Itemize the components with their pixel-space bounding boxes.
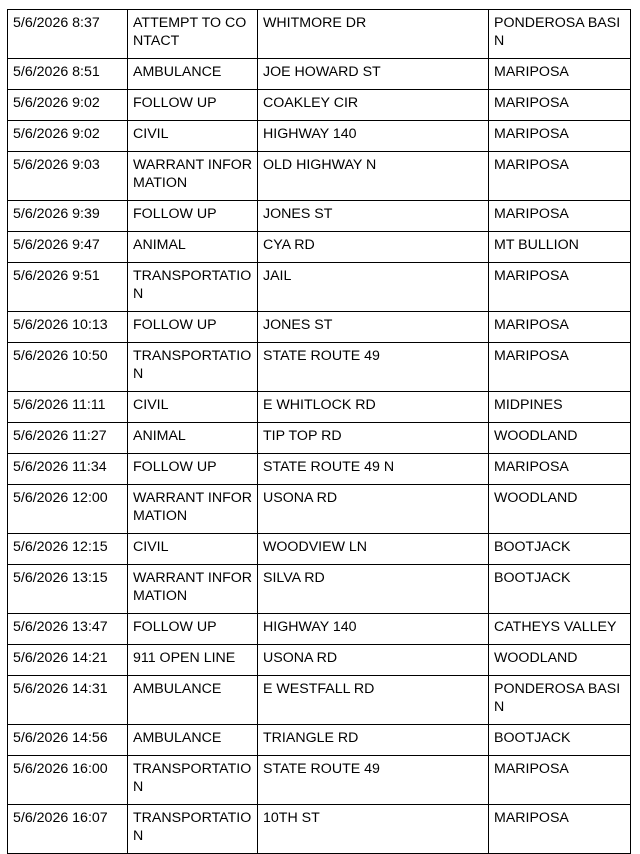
area-cell: MARIPOSA bbox=[489, 805, 631, 854]
table-row bbox=[8, 485, 631, 534]
table-row bbox=[8, 263, 631, 312]
datetime-cell: 5/6/2026 12:15 bbox=[8, 534, 128, 565]
location-cell: E WESTFALL RD bbox=[258, 676, 489, 725]
area-cell: CATHEYS VALLEY bbox=[489, 614, 631, 645]
call-type-cell: FOLLOW UP bbox=[128, 312, 258, 343]
datetime-cell: 5/6/2026 9:47 bbox=[8, 232, 128, 263]
location-cell: JONES ST bbox=[258, 201, 489, 232]
location-cell: CYA RD bbox=[258, 232, 489, 263]
area-cell: MARIPOSA bbox=[489, 121, 631, 152]
table-row bbox=[8, 90, 631, 121]
area-cell: MARIPOSA bbox=[489, 756, 631, 805]
area-cell: BOOTJACK bbox=[489, 725, 631, 756]
location-cell: JONES ST bbox=[258, 312, 489, 343]
area-cell: MARIPOSA bbox=[489, 263, 631, 312]
datetime-cell: 5/6/2026 12:00 bbox=[8, 485, 128, 534]
datetime-cell: 5/6/2026 14:31 bbox=[8, 676, 128, 725]
table-row bbox=[8, 423, 631, 454]
area-cell: MARIPOSA bbox=[489, 343, 631, 392]
location-cell: 10TH ST bbox=[258, 805, 489, 854]
call-type-cell: FOLLOW UP bbox=[128, 454, 258, 485]
area-cell: MARIPOSA bbox=[489, 454, 631, 485]
call-type-cell: FOLLOW UP bbox=[128, 90, 258, 121]
call-type-cell: TRANSPORTATION bbox=[128, 756, 258, 805]
location-cell: STATE ROUTE 49 bbox=[258, 343, 489, 392]
table-row bbox=[8, 59, 631, 90]
location-cell: STATE ROUTE 49 bbox=[258, 756, 489, 805]
call-type-cell: 911 OPEN LINE bbox=[128, 645, 258, 676]
table-row bbox=[8, 676, 631, 725]
area-cell: BOOTJACK bbox=[489, 534, 631, 565]
table-row bbox=[8, 312, 631, 343]
location-cell: TIP TOP RD bbox=[258, 423, 489, 454]
call-type-cell: WARRANT INFORMATION bbox=[128, 152, 258, 201]
area-cell: WOODLAND bbox=[489, 645, 631, 676]
table-row bbox=[8, 454, 631, 485]
incident-log-body bbox=[8, 10, 631, 854]
datetime-cell: 5/6/2026 9:03 bbox=[8, 152, 128, 201]
datetime-cell: 5/6/2026 11:34 bbox=[8, 454, 128, 485]
area-cell: MT BULLION bbox=[489, 232, 631, 263]
table-row bbox=[8, 805, 631, 854]
table-row bbox=[8, 343, 631, 392]
datetime-cell: 5/6/2026 13:15 bbox=[8, 565, 128, 614]
table-row bbox=[8, 756, 631, 805]
call-type-cell: WARRANT INFORMATION bbox=[128, 565, 258, 614]
area-cell: MARIPOSA bbox=[489, 59, 631, 90]
location-cell: HIGHWAY 140 bbox=[258, 121, 489, 152]
table-row bbox=[8, 201, 631, 232]
datetime-cell: 5/6/2026 14:56 bbox=[8, 725, 128, 756]
datetime-cell: 5/6/2026 16:07 bbox=[8, 805, 128, 854]
table-row bbox=[8, 534, 631, 565]
area-cell: PONDEROSA BASIN bbox=[489, 10, 631, 59]
table-row bbox=[8, 10, 631, 59]
area-cell: MARIPOSA bbox=[489, 201, 631, 232]
area-cell: MIDPINES bbox=[489, 392, 631, 423]
call-type-cell: WARRANT INFORMATION bbox=[128, 485, 258, 534]
location-cell: USONA RD bbox=[258, 485, 489, 534]
call-type-cell: TRANSPORTATION bbox=[128, 805, 258, 854]
area-cell: MARIPOSA bbox=[489, 152, 631, 201]
table-row bbox=[8, 725, 631, 756]
table-row bbox=[8, 614, 631, 645]
location-cell: STATE ROUTE 49 N bbox=[258, 454, 489, 485]
table-row bbox=[8, 645, 631, 676]
area-cell: WOODLAND bbox=[489, 485, 631, 534]
call-type-cell: FOLLOW UP bbox=[128, 201, 258, 232]
call-type-cell: ANIMAL bbox=[128, 423, 258, 454]
incident-log-table bbox=[7, 9, 631, 854]
location-cell: E WHITLOCK RD bbox=[258, 392, 489, 423]
table-row bbox=[8, 121, 631, 152]
area-cell: PONDEROSA BASIN bbox=[489, 676, 631, 725]
datetime-cell: 5/6/2026 8:51 bbox=[8, 59, 128, 90]
location-cell: HIGHWAY 140 bbox=[258, 614, 489, 645]
location-cell: WOODVIEW LN bbox=[258, 534, 489, 565]
datetime-cell: 5/6/2026 9:39 bbox=[8, 201, 128, 232]
location-cell: JOE HOWARD ST bbox=[258, 59, 489, 90]
datetime-cell: 5/6/2026 10:13 bbox=[8, 312, 128, 343]
call-type-cell: ANIMAL bbox=[128, 232, 258, 263]
datetime-cell: 5/6/2026 8:37 bbox=[8, 10, 128, 59]
location-cell: WHITMORE DR bbox=[258, 10, 489, 59]
table-row bbox=[8, 232, 631, 263]
location-cell: OLD HIGHWAY N bbox=[258, 152, 489, 201]
table-row bbox=[8, 152, 631, 201]
call-type-cell: CIVIL bbox=[128, 121, 258, 152]
call-type-cell: TRANSPORTATION bbox=[128, 263, 258, 312]
call-type-cell: FOLLOW UP bbox=[128, 614, 258, 645]
location-cell: SILVA RD bbox=[258, 565, 489, 614]
call-type-cell: AMBULANCE bbox=[128, 725, 258, 756]
datetime-cell: 5/6/2026 11:11 bbox=[8, 392, 128, 423]
call-type-cell: CIVIL bbox=[128, 392, 258, 423]
datetime-cell: 5/6/2026 11:27 bbox=[8, 423, 128, 454]
location-cell: TRIANGLE RD bbox=[258, 725, 489, 756]
area-cell: BOOTJACK bbox=[489, 565, 631, 614]
call-type-cell: ATTEMPT TO CONTACT bbox=[128, 10, 258, 59]
table-row bbox=[8, 392, 631, 423]
datetime-cell: 5/6/2026 14:21 bbox=[8, 645, 128, 676]
datetime-cell: 5/6/2026 16:00 bbox=[8, 756, 128, 805]
datetime-cell: 5/6/2026 10:50 bbox=[8, 343, 128, 392]
area-cell: MARIPOSA bbox=[489, 90, 631, 121]
datetime-cell: 5/6/2026 9:02 bbox=[8, 90, 128, 121]
call-type-cell: CIVIL bbox=[128, 534, 258, 565]
location-cell: JAIL bbox=[258, 263, 489, 312]
location-cell: USONA RD bbox=[258, 645, 489, 676]
area-cell: MARIPOSA bbox=[489, 312, 631, 343]
call-type-cell: TRANSPORTATION bbox=[128, 343, 258, 392]
datetime-cell: 5/6/2026 9:51 bbox=[8, 263, 128, 312]
table-row bbox=[8, 565, 631, 614]
location-cell: COAKLEY CIR bbox=[258, 90, 489, 121]
call-type-cell: AMBULANCE bbox=[128, 59, 258, 90]
datetime-cell: 5/6/2026 9:02 bbox=[8, 121, 128, 152]
datetime-cell: 5/6/2026 13:47 bbox=[8, 614, 128, 645]
call-type-cell: AMBULANCE bbox=[128, 676, 258, 725]
area-cell: WOODLAND bbox=[489, 423, 631, 454]
